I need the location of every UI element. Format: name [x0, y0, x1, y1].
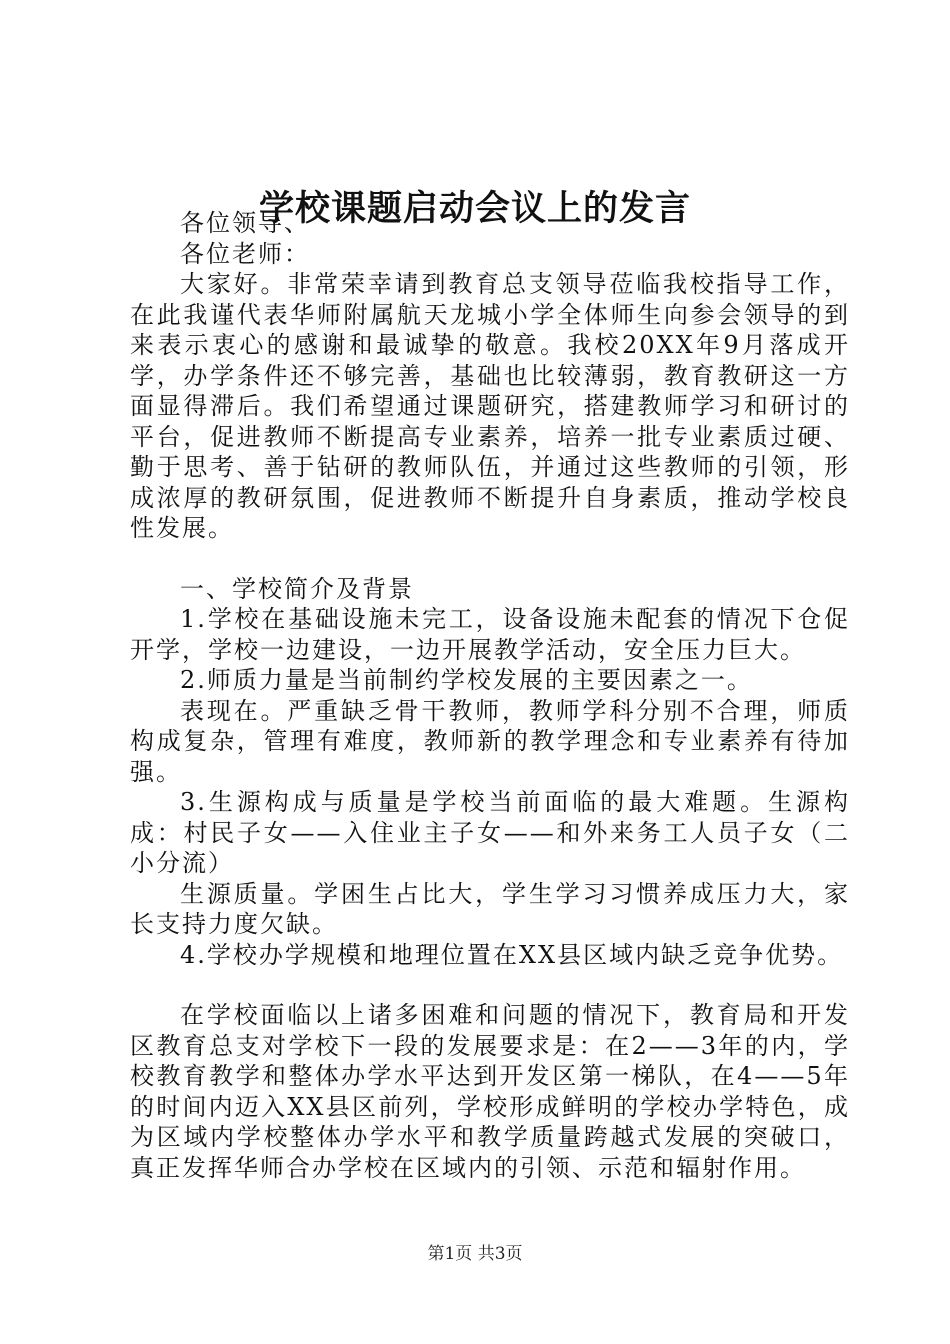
salutation-leaders: 各位领导、: [180, 209, 310, 237]
paragraph-gap: [130, 544, 850, 574]
paragraph-opening: 大家好。非常荣幸请到教育总支领导莅临我校指导工作，在此我谨代表华师附属航天龙城小学全体师生向参会领导的到来表示衷心的感谢和最诚挚的敬意。我校20XX年9月落成开学，办学条件还不够完善，基础也比较薄弱，教育教研这一方面显得滞后。我们希望通过课题研究，搭建教师学习和研讨的平台，促进教师不断提高专业素养，培养一批专业素质过硬、勤于思考、善于钻研的教师队伍，并通过这些教师的引领，形成浓厚的教研氛围，促进教师不断提升自身素质，推动学校良性发展。: [130, 270, 850, 542]
paragraph-point-1: 1.学校在基础设施未完工，设备设施未配套的情况下仓促开学，学校一边建设，一边开展教学活动，安全压力巨大。: [130, 605, 850, 664]
document-title: 学校课题启动会议上的发言: [258, 188, 691, 229]
section-heading-background: 一、学校简介及背景: [180, 574, 414, 603]
paragraph-point-2-detail: 表现在。严重缺乏骨干教师，教师学科分别不合理，师质构成复杂，管理有难度，教师新的教学理念和专业素养有待加强。: [130, 696, 850, 786]
paragraph-development-goals: 在学校面临以上诸多困难和问题的情况下，教育局和开发区教育总支对学校下一段的发展要求是：在2——3年的内，学校教育教学和整体办学水平达到开发区第一梯队，在4——5年的时间内迈入XX县区前列，学校形成鲜明的学校办学特色，成为区域内学校整体办学水平和教学质量跨越式发展的突破口，真正发挥华师合办学校在区域内的引领、示范和辐射作用。: [130, 1001, 850, 1182]
paragraph-gap: [130, 970, 850, 1000]
paragraph-point-3: 3.生源构成与质量是学校当前面临的最大难题。生源构成：村民子女——入住业主子女——和外来务工人员子女（二小分流）: [130, 788, 850, 877]
paragraph-point-2: 2.师质力量是当前制约学校发展的主要因素之一。: [180, 666, 753, 694]
paragraph-point-4: 4.学校办学规模和地理位置在XX县区域内缺乏竞争优势。: [180, 940, 844, 969]
document-body: [130, 208, 850, 1183]
page-number-footer: 第1页 共3页: [427, 1244, 523, 1264]
paragraph-point-3-detail: 生源质量。学困生占比大，学生学习习惯养成压力大，家长支持力度欠缺。: [130, 879, 850, 938]
salutation-teachers: 各位老师：: [180, 239, 310, 268]
